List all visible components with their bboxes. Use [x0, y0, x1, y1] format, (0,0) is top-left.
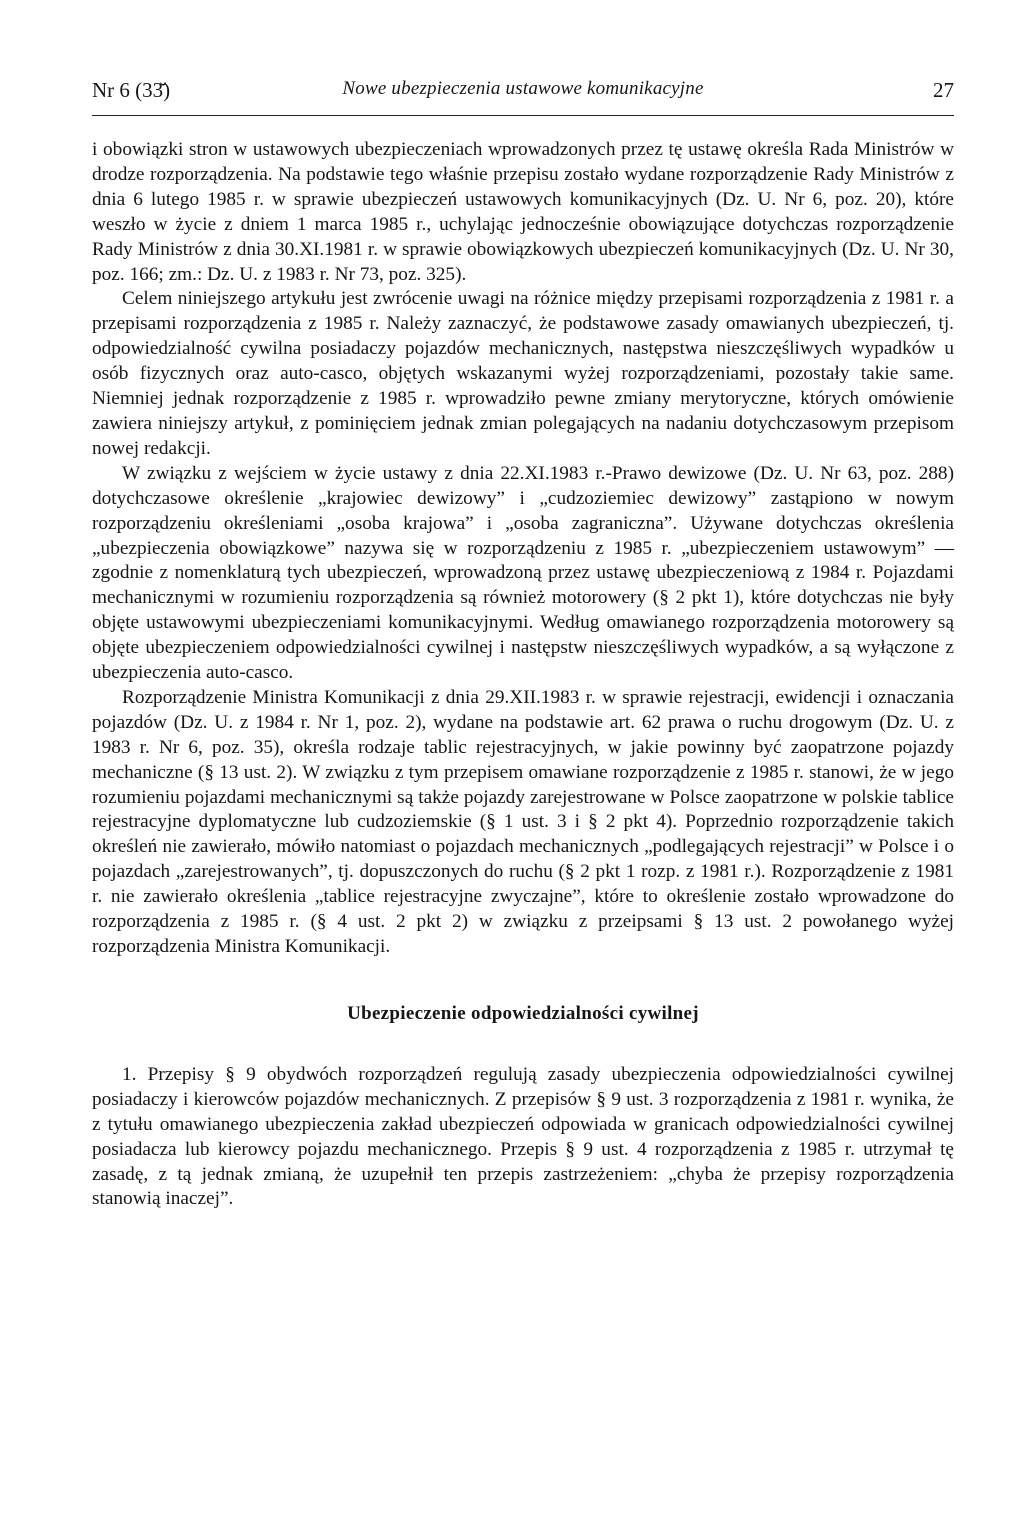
- paragraph: W związku z wejściem w życie ustawy z dnia 22.XI.1983 r.-Prawo dewizowe (Dz. U. Nr 63, poz. 288) dotychczasowe określenie „krajowiec dewizowy” i „cudzoziemiec dewizowy” zastąpiono w nowym rozporządzeniu określeniami „osoba krajowa” i „osoba zagraniczna”. Używane dotychczas określenia „ubezpieczenia obowiązkowe” nazywa się w rozporządzeniu z 1985 r. „ubezpieczeniem ustawowym” — zgodnie z nomenklaturą tych ubezpieczeń, wprowadzoną przez ustawę ubezpieczeniową z 1984 r. Pojazdami mechanicznymi w rozumieniu rozporządzenia są również motorowery (§ 2 pkt 1), które dotychczas nie były objęte ustawowymi ubezpieczeniami komunikacyjnymi. Według omawianego rozporządzenia motorowery są objęte ubezpieczeniem odpowiedzialności cywilnej i następstw nieszczęśliwych wypadków, a są wyłączone z ubezpieczenia auto-casco.: [92, 462, 954, 684]
- paragraph: Celem niniejszego artykułu jest zwrócenie uwagi na różnice między przepisami rozporządzenia z 1981 r. a przepisami rozporządzenia z 1985 r. Należy zaznaczyć, że podstawowe zasady omawianych ubezpieczeń, tj. odpowiedzialność cywilna posiadaczy pojazdów mechanicznych, następstwa nieszczęśliwych wypadków u osób fizycznych oraz auto-casco, objętych wskazanymi wyżej rozporządzeniami, pozostały takie same. Niemniej jednak rozporządzenie z 1985 r. wprowadziło pewne zmiany merytoryczne, których omówienie zawiera niniejszy artykuł, z pominięciem jednak zmian polegających na nadaniu dotychczasowym przepisom nowej redakcji.: [92, 288, 954, 459]
- paragraph: 1. Przepisy § 9 obydwóch rozporządzeń regulują zasady ubezpieczenia odpowiedzialności cywilnej posiadaczy i kierowców pojazdów mechanicznych. Z przepisów § 9 ust. 3 rozporządzenia z 1981 r. wynika, że z tytułu omawianego ubezpieczenia zakład ubezpieczeń odpowiada w granicach odpowiedzialności cywilnej posiadacza lub kierowcy pojazdu mechanicznego. Przepis § 9 ust. 4 rozporządzenia z 1985 r. utrzymał tę zasadę, z tą jednak zmianą, że uzupełnił ten przepis zastrzeżeniem: „chyba że przepisy rozporządzenia stanowią inaczej”.: [92, 1063, 954, 1210]
- issue-number: Nr 6 (33̆): [92, 78, 171, 102]
- running-header: [92, 70, 954, 110]
- running-title: Nowe ubezpieczenia ustawowe komunikacyjne: [342, 78, 704, 99]
- page-number: 27: [933, 78, 954, 102]
- paragraph: Rozporządzenie Ministra Komunikacji z dnia 29.XII.1983 r. w sprawie rejestracji, ewidencji i oznaczania pojazdów (Dz. U. z 1984 r. Nr 1, poz. 2), wydane na podstawie art. 62 prawa o ruchu drogowym (Dz. U. z 1983 r. Nr 6, poz. 35), określa rodzaje tablic rejestracyjnych, w jakie powinny być zaopatrzone pojazdy mechaniczne (§ 13 ust. 2). W związku z tym przepisem omawiane rozporządzenie z 1985 r. stanowi, że w jego rozumieniu pojazdami mechanicznymi są także pojazdy zarejestrowane w Polsce zaopatrzone w polskie tablice rejestracyjne dyplomatyczne lub cudzoziemskie (§ 1 ust. 3 i § 2 pkt 4). Poprzednio rozporządzenie takich określeń nie zawierało, mówiło natomiast o pojazdach mechanicznych „podlegających rejestracji” w Polsce i o pojazdach „zarejestrowanych”, tj. dopuszczonych do ruchu (§ 2 pkt 1 rozp. z 1981 r.). Rozporządzenie z 1981 r. nie zawierało określenia „tablice rejestracyjne zwyczajne”, które to określenie zostało wprowadzone do rozporządzenia z 1985 r. (§ 4 ust. 2 pkt 2) w związku z przeipsami § 13 ust. 2 powołanego wyżej rozporządzenia Ministra Komunikacji.: [92, 686, 954, 957]
- section-heading: Ubezpieczenie odpowiedzialności cywilnej: [347, 1002, 699, 1024]
- header-rule: [92, 115, 954, 116]
- paragraph-continuation: i obowiązki stron w ustawowych ubezpieczeniach wprowadzonych przez tę ustawę określa Rada Ministrów w drodze rozporządzenia. Na podstawie tego właśnie przepisu zostało wydane rozporządzenie Rady Ministrów z dnia 6 lutego 1985 r. w sprawie ubezpieczeń ustawowych komunikacyjnych (Dz. U. Nr 6, poz. 20), które weszło w życie z dniem 1 marca 1985 r., uchylając jednocześnie obowiązujące dotychczas rozporządzenie Rady Ministrów z dnia 30.XI.1981 r. w sprawie obowiązkowych ubezpieczeń komunikacyjnych (Dz. U. Nr 30, poz. 166; zm.: Dz. U. z 1983 r. Nr 73, poz. 325).: [92, 139, 954, 285]
- document-page: [92, 70, 954, 1210]
- article-body: [92, 138, 954, 1212]
